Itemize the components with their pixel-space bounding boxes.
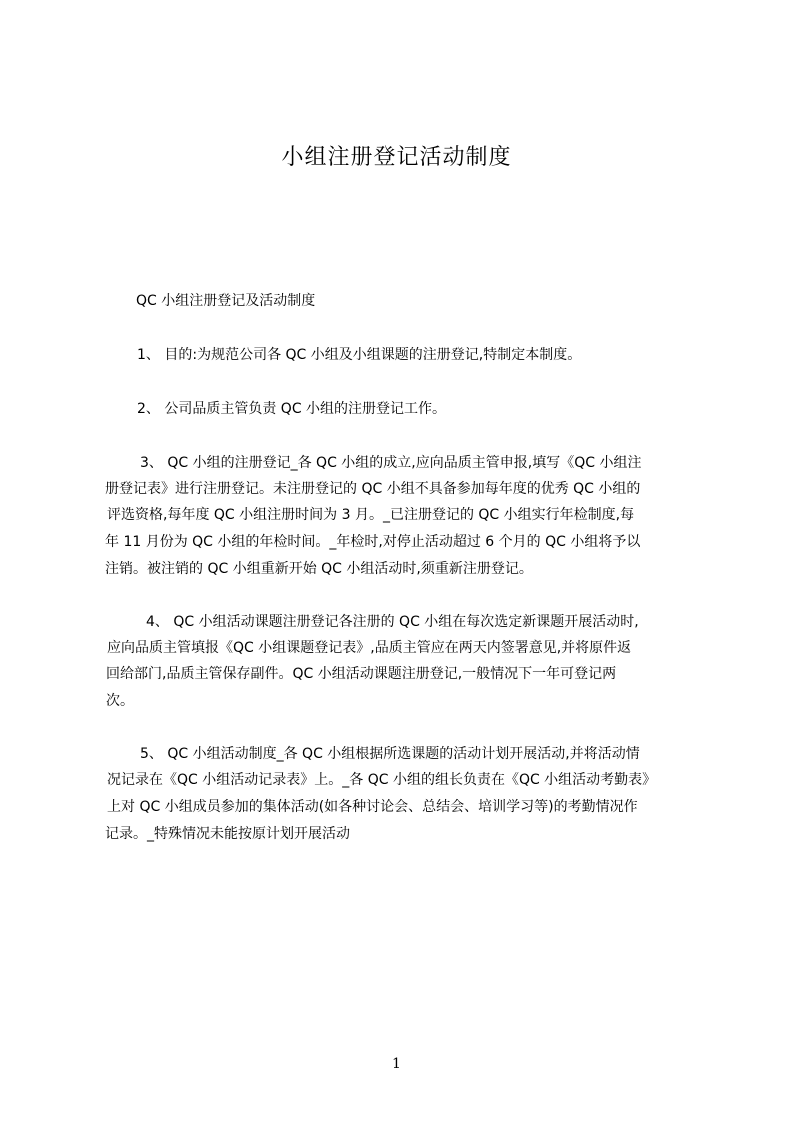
paragraph-4-line-2: 应向品质主管填报《QC 小组课题登记表》,品质主管应在两天内签署意见,并将原件返: [107, 640, 632, 656]
page-number: 1: [392, 1056, 401, 1072]
paragraph-4-line-1: 4、 QC 小组活动课题注册登记各注册的 QC 小组在每次选定新课题开展活动时,: [146, 614, 639, 630]
paragraph-3-line-2: 册登记表》进行注册登记。未注册登记的 QC 小组不具备参加每年度的优秀 QC 小组的: [105, 481, 641, 497]
paragraph-2-line-1: 2、 公司品质主管负责 QC 小组的注册登记工作。: [137, 401, 447, 417]
paragraph-3-line-4: 年 11 月份为 QC 小组的年检时间。_年检时,对停止活动超过 6 个月的 QC 小组将予以: [105, 534, 641, 550]
paragraph-3-line-1: 3、 QC 小组的注册登记_各 QC 小组的成立,应向品质主管申报,填写《QC 小组注: [140, 455, 642, 471]
paragraph-4-line-3: 回给部门,品质主管保存副件。QC 小组活动课题注册登记,一般情况下一年可登记两: [106, 666, 617, 682]
paragraph-4-line-4: 次。: [106, 693, 134, 709]
document-title: 小组注册登记活动制度: [281, 145, 512, 170]
paragraph-1-line-1: 1、 目的:为规范公司各 QC 小组及小组课题的注册登记,特制定本制度。: [137, 347, 582, 363]
paragraph-3-line-5: 注销。被注销的 QC 小组重新开始 QC 小组活动时,须重新注册登记。: [105, 561, 533, 577]
paragraph-5-line-2: 况记录在《QC 小组活动记录表》上。_各 QC 小组的组长负责在《QC 小组活动考勤表》: [107, 772, 657, 788]
paragraph-5-line-3: 上对 QC 小组成员参加的集体活动(如各种讨论会、总结会、培训学习等)的考勤情况作: [107, 799, 638, 815]
paragraph-5-line-1: 5、 QC 小组活动制度_各 QC 小组根据所选课题的活动计划开展活动,并将活动情: [140, 746, 640, 762]
paragraph-3-line-3: 评选资格,每年度 QC 小组注册时间为 3 月。_已注册登记的 QC 小组实行年检制度,每: [107, 507, 635, 523]
document-subtitle: QC 小组注册登记及活动制度: [136, 293, 316, 309]
paragraph-5-line-4: 记录。_特殊情况未能按原计划开展活动: [105, 826, 350, 842]
